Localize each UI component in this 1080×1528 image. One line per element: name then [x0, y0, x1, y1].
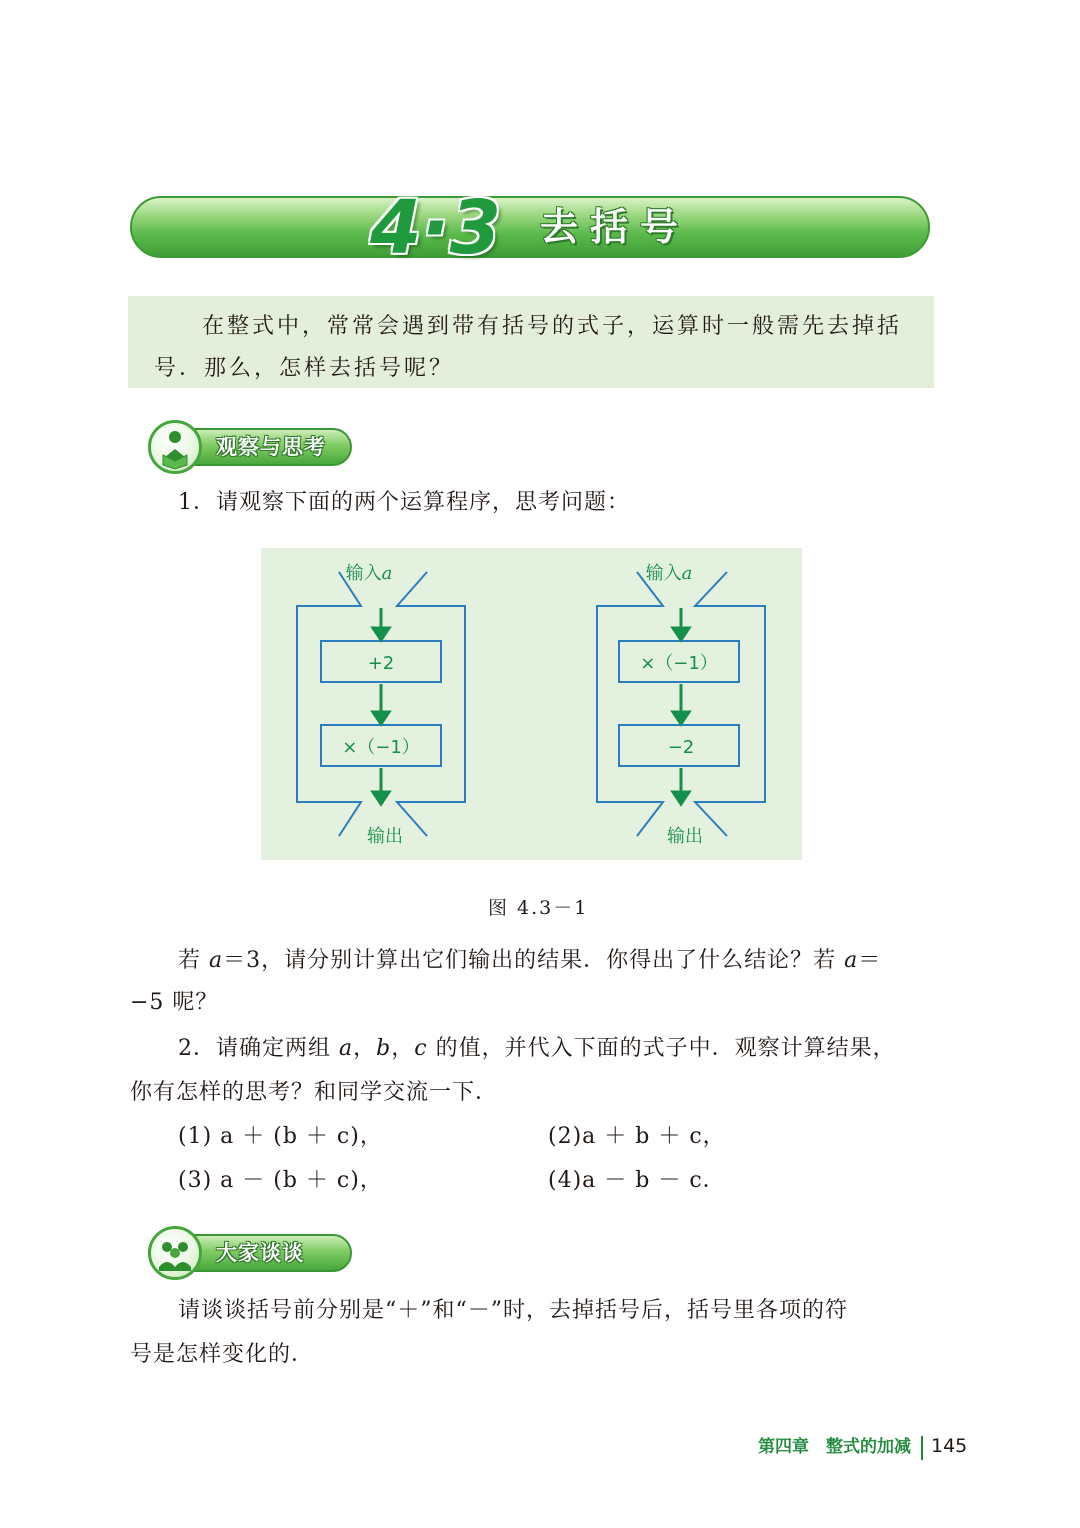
right-step1: ×（−1） [640, 653, 718, 674]
question-2-line2: 你有怎样的思考？和同学交流一下． [130, 1080, 499, 1105]
intro-box [128, 296, 934, 388]
discussion-text-line2: 号是怎样变化的． [130, 1342, 315, 1367]
reading-person-icon [148, 420, 202, 474]
discussion-text: 请谈谈括号前分别是“＋”和“－”时，去掉括号后，括号里各项的符 [178, 1298, 848, 1323]
right-output-label: 输出 [667, 826, 703, 847]
footer-divider [921, 1436, 923, 1460]
tag-discussion [128, 1230, 354, 1278]
page-number: 145 [931, 1435, 968, 1457]
right-input-label: 输入a [645, 563, 693, 584]
expression-2: (2)a ＋ b ＋ c， [548, 1124, 726, 1149]
tag-label: 大家谈谈 [216, 1241, 304, 1265]
page-footer [758, 1432, 967, 1460]
question-1-followup-line2: −5 呢？ [130, 990, 219, 1015]
question-1: 1．请观察下面的两个运算程序，思考问题： [178, 490, 630, 515]
flowchart-figure [261, 548, 802, 860]
left-step2: ×（−1） [342, 737, 420, 758]
left-output-label: 输出 [367, 826, 403, 847]
intro-text: 在整式中，常常会遇到带有括号的式子，运算时一般需先去掉括号．那么，怎样去括号呢？ [154, 314, 903, 381]
left-step1: +2 [367, 653, 395, 674]
question-2: 2．请确定两组 a，b，c 的值，并代入下面的式子中．观察计算结果， [178, 1036, 896, 1061]
tag-label: 观察与思考 [216, 435, 326, 459]
figure-caption: 图 4.3－1 [488, 897, 589, 919]
section-title: 去括号 [540, 205, 691, 249]
question-1-followup: 若 a＝3，请分别计算出它们输出的结果．你得出了什么结论？若 a＝ [178, 948, 882, 973]
section-number: 4·3 [370, 185, 502, 271]
expression-3: (3) a － (b ＋ c)， [178, 1168, 383, 1193]
tag-observe-think [128, 424, 354, 472]
expression-1: (1) a ＋ (b ＋ c)， [178, 1124, 383, 1149]
chapter-label: 第四章 整式的加减 [758, 1437, 911, 1457]
section-banner [130, 185, 930, 271]
right-step2: −2 [667, 737, 695, 758]
banner-background [130, 196, 930, 258]
left-input-label: 输入a [345, 563, 393, 584]
group-people-icon [148, 1226, 202, 1280]
expression-4: (4)a － b － c． [548, 1168, 726, 1193]
